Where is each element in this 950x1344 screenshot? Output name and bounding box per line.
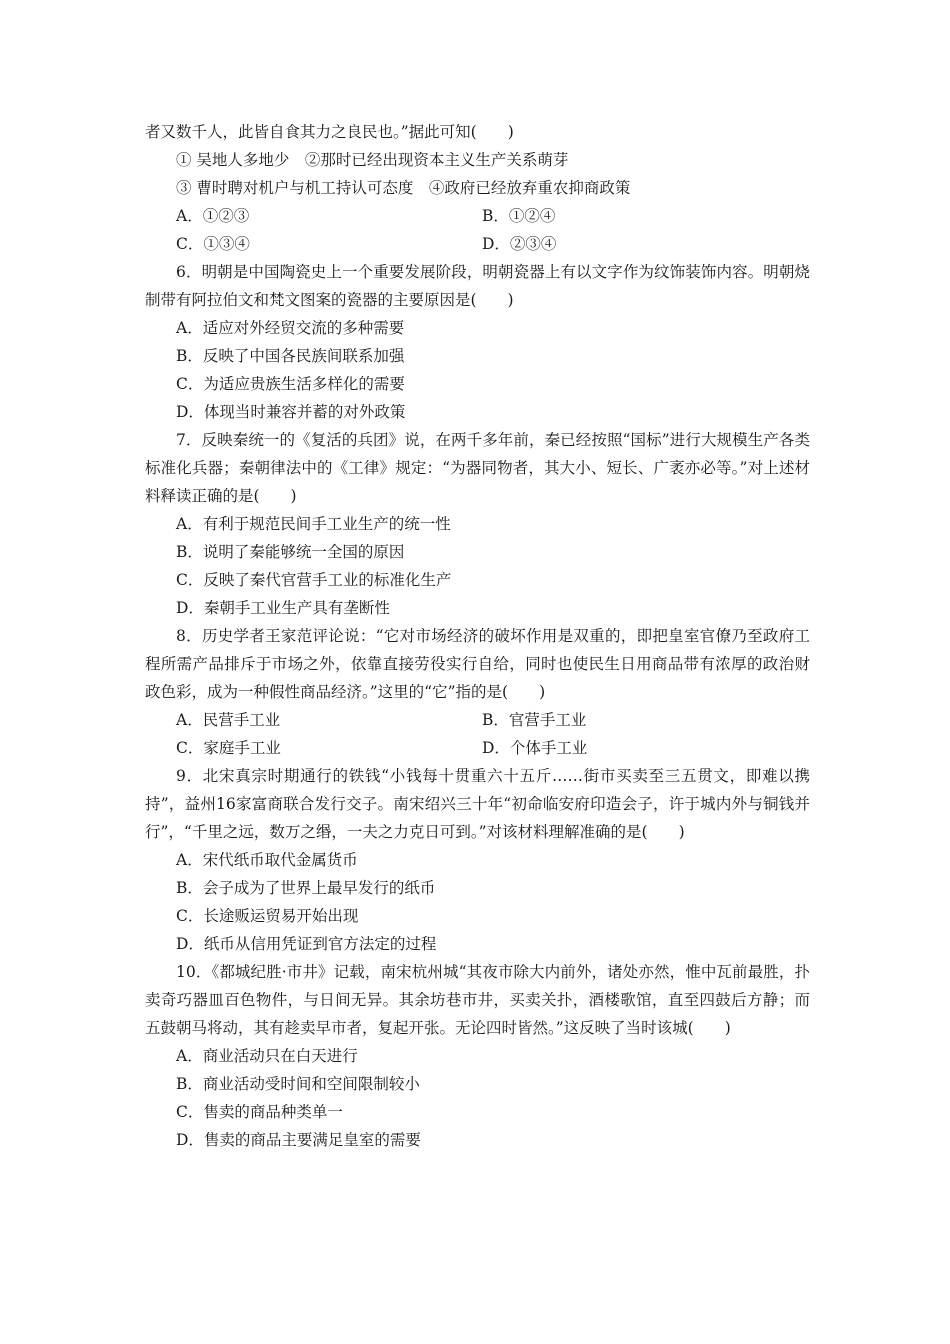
q9-option-c: C．长途贩运贸易开始出现 [176,907,359,925]
q8-option-b: B．官营手工业 [482,711,587,729]
q7-option-c: C．反映了秦代官营手工业的标准化生产 [176,571,452,589]
q8-option-a: A．民营手工业 [176,711,281,729]
q8-options-row-2 [145,734,810,762]
q7-option-a: A．有利于规范民间手工业生产的统一性 [176,515,451,533]
q5-sub-item-2: ③ 曹时聘对机户与机工持认可态度 ④政府已经放弃重农抑商政策 [176,179,631,197]
q5-sub-item-1: ① 吴地人多地少 ②那时已经出现资本主义生产关系萌芽 [176,151,569,169]
q6-option-b: B．反映了中国各民族间联系加强 [176,347,405,365]
q10-option-a: A．商业活动只在白天进行 [176,1047,358,1065]
q5-option-a: A．①②③ [176,207,250,225]
q9-option-a: A．宋代纸币取代金属货币 [176,851,358,869]
q9-option-d: D．纸币从信用凭证到官方法定的过程 [176,935,437,953]
q5-options-row-1 [145,202,810,230]
question-content [145,118,810,1154]
q7-option-d: D．秦朝手工业生产具有垄断性 [176,599,390,617]
q6-option-c: C．为适应贵族生活多样化的需要 [176,375,405,393]
q8-options-row-1 [145,706,810,734]
q10-option-d: D．售卖的商品主要满足皇室的需要 [176,1131,421,1149]
q6-option-d: D．体现当时兼容并蓄的对外政策 [176,403,406,421]
q6-stem: 6．明朝是中国陶瓷史上一个重要发展阶段，明朝瓷器上有以文字作为纹饰装饰内容。明朝烧制带有阿拉伯文和梵文图案的瓷器的主要原因是( ) [145,263,810,309]
q5-stem-continuation: 者又数千人，此皆自食其力之良民也。”据此可知( ) [145,123,514,141]
q9-stem: 9．北宋真宗时期通行的铁钱“小钱每十贯重六十五斤……街市买卖至三五贯文，即难以携持”，益州16家富商联合发行交子。南宋绍兴三十年“初命临安府印造会子，许于城内外与铜钱并行”，“千里之远，数万之缗，一夫之力克日可到。”对该材料理解准确的是( ) [145,767,810,841]
q10-option-c: C．售卖的商品种类单一 [176,1103,343,1121]
q8-option-c: C．家庭手工业 [176,739,281,757]
q5-option-c: C．①③④ [176,235,250,253]
q8-stem: 8．历史学者王家范评论说：“它对市场经济的破坏作用是双重的，即把皇室官僚乃至政府工程所需产品排斥于市场之外，依靠直接劳役实行自给，同时也使民生日用商品带有浓厚的政治财政色彩，成为一种假性商品经济。”这里的“它”指的是( ) [145,627,810,701]
q5-options-row-2 [145,230,810,258]
q5-option-d: D．②③④ [482,235,557,253]
q9-option-b: B．会子成为了世界上最早发行的纸币 [176,879,436,897]
q8-option-d: D．个体手工业 [482,739,588,757]
q6-option-a: A．适应对外经贸交流的多种需要 [176,319,405,337]
q7-stem: 7．反映秦统一的《复活的兵团》说，在两千多年前，秦已经按照“国标”进行大规模生产各类标准化兵器；秦朝律法中的《工律》规定：“为器同物者，其大小、短长、广袤亦必等。”对上述材料释读正确的是( ) [145,431,810,505]
q5-option-b: B．①②④ [482,207,556,225]
q7-option-b: B．说明了秦能够统一全国的原因 [176,543,405,561]
q10-option-b: B．商业活动受时间和空间限制较小 [176,1075,420,1093]
q10-stem: 10．《都城纪胜·市井》记载，南宋杭州城“其夜市除大内前外，诸处亦然，惟中瓦前最胜，扑卖奇巧器皿百色物件，与日间无异。其余坊巷市井，买卖关扑，酒楼歌馆，直至四鼓后方静；而五鼓朝马将动，其有趁卖早市者，复起开张。无论四时皆然。”这反映了当时该城( ) [145,963,810,1037]
